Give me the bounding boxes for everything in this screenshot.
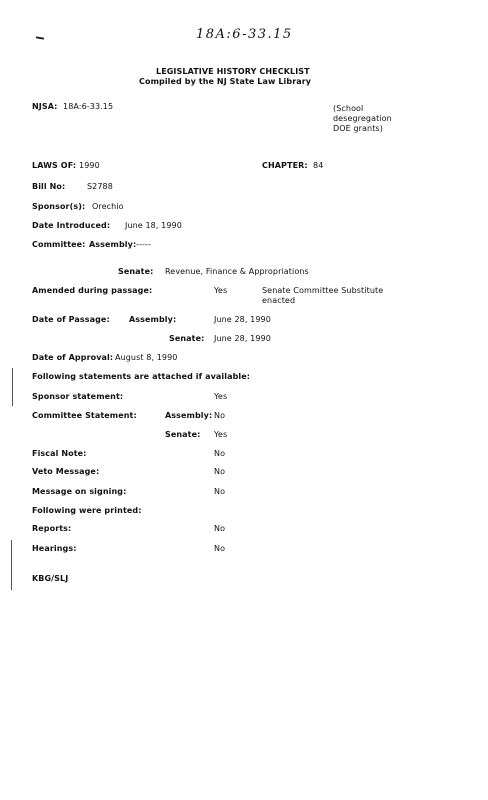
committee-statement-senate-label: Senate: xyxy=(165,430,201,439)
amended-note-line1: Senate Committee Substitute xyxy=(262,286,384,295)
scan-mark xyxy=(36,36,44,39)
sponsor-value: Orechio xyxy=(92,202,124,211)
laws-of-value: 1990 xyxy=(79,161,100,170)
committee-assembly-label: Assembly: xyxy=(89,240,137,249)
subject-note-line2: desegregation xyxy=(333,114,392,123)
handwritten-statute-number: 18A:6-33.15 xyxy=(196,27,293,42)
date-introduced-value: June 18, 1990 xyxy=(125,221,182,230)
committee-statement-assembly-value: No xyxy=(214,411,226,420)
checklist-subtitle: Compiled by the NJ State Law Library xyxy=(139,77,312,86)
chapter-label: CHAPTER: xyxy=(262,161,308,170)
committee-statement-senate-value: Yes xyxy=(214,430,228,439)
initials: KBG/SLJ xyxy=(32,574,69,583)
hearings-value: No xyxy=(214,544,226,553)
passage-senate-value: June 28, 1990 xyxy=(214,334,271,343)
veto-message-value: No xyxy=(214,467,226,476)
committee-statement-assembly-label: Assembly: xyxy=(165,411,213,420)
amended-note-line2: enacted xyxy=(262,296,296,305)
amended-value: Yes xyxy=(214,286,228,295)
hearings-label: Hearings: xyxy=(32,544,77,553)
bill-no-label: Bill No: xyxy=(32,182,66,191)
passage-assembly-value: June 28, 1990 xyxy=(214,315,271,324)
committee-senate-label: Senate: xyxy=(118,267,154,276)
subject-note-line3: DOE grants) xyxy=(333,124,383,133)
njsa-value: 18A:6-33.15 xyxy=(63,102,114,111)
passage-senate-label: Senate: xyxy=(169,334,205,343)
chapter-value: 84 xyxy=(313,161,324,170)
sponsor-label: Sponsor(s): xyxy=(32,202,86,211)
passage-assembly-label: Assembly: xyxy=(129,315,177,324)
committee-statement-label: Committee Statement: xyxy=(32,411,137,420)
veto-message-label: Veto Message: xyxy=(32,467,100,476)
sponsor-statement-label: Sponsor statement: xyxy=(32,392,124,401)
date-of-approval-value: August 8, 1990 xyxy=(115,353,178,362)
laws-of-label: LAWS OF: xyxy=(32,161,77,170)
message-on-signing-value: No xyxy=(214,487,226,496)
message-on-signing-label: Message on signing: xyxy=(32,487,127,496)
scan-margin-line xyxy=(12,368,13,406)
date-introduced-label: Date Introduced: xyxy=(32,221,111,230)
date-of-passage-label: Date of Passage: xyxy=(32,315,110,324)
reports-label: Reports: xyxy=(32,524,72,533)
printed-heading: Following were printed: xyxy=(32,506,142,515)
sponsor-statement-value: Yes xyxy=(214,392,228,401)
date-of-approval-label: Date of Approval: xyxy=(32,353,114,362)
reports-value: No xyxy=(214,524,226,533)
njsa-label: NJSA: xyxy=(32,102,58,111)
amended-label: Amended during passage: xyxy=(32,286,153,295)
attached-statements-heading: Following statements are attached if available: xyxy=(32,372,251,381)
checklist-title: LEGISLATIVE HISTORY CHECKLIST xyxy=(156,67,310,76)
bill-no-value: S2788 xyxy=(87,182,113,191)
committee-senate-value: Revenue, Finance & Appropriations xyxy=(165,267,309,276)
committee-label: Committee: xyxy=(32,240,86,249)
scan-margin-line xyxy=(11,540,12,590)
committee-assembly-value: ----- xyxy=(136,240,151,249)
fiscal-note-label: Fiscal Note: xyxy=(32,449,87,458)
fiscal-note-value: No xyxy=(214,449,226,458)
subject-note-line1: (School xyxy=(333,104,364,113)
